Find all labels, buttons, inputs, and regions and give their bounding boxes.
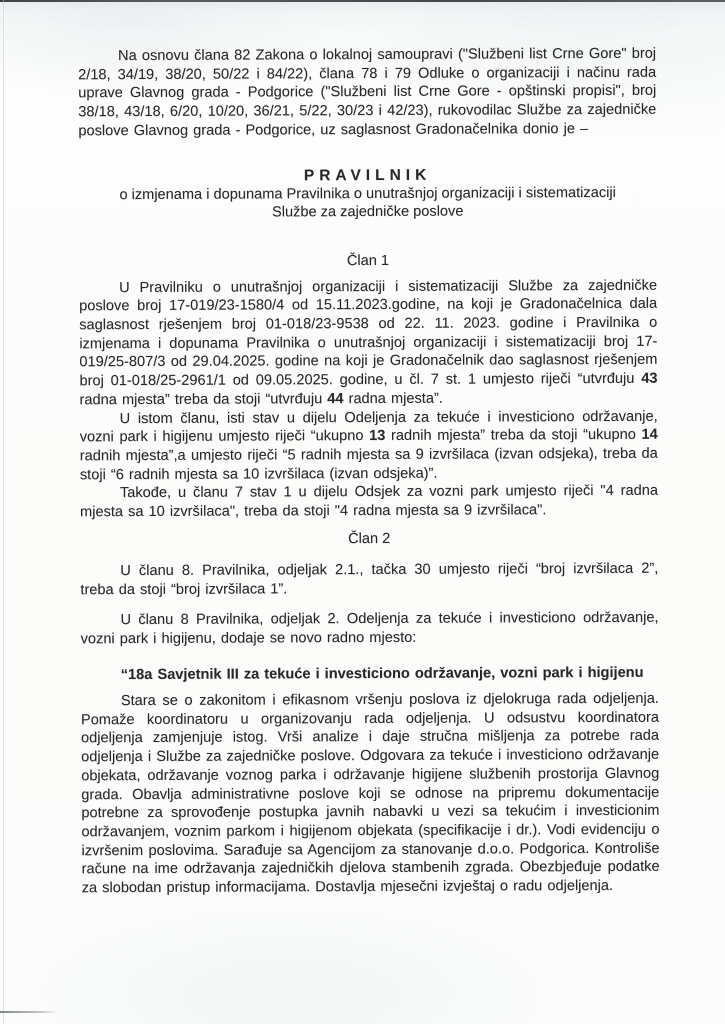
text-run: U članu 8 Pravilnika, odjeljak 2. Odeljenja za tekuće i investiciono održavanje, vozni park i higijenu, dodaje se novo radno mjesto: (80, 609, 659, 647)
text-run: radna mjesta” treba da stoji “utvrđuju (79, 391, 328, 409)
section-heading: Član 1 (346, 252, 390, 270)
text-run: radnih mjesta” treba da stoji “ukupno (385, 427, 642, 445)
document-title: PRAVILNIK (303, 166, 432, 184)
paragraph (80, 482, 658, 522)
paragraph (80, 560, 658, 600)
text-run: U Pravilniku o unutrašnjoj organizaciji i sistematizaciji Službe za zajedničke poslove broj 17-019/23-1580/4 od 15.11.2023.godine, na koji je Gradonačelnica dala saglasnost rješenjem broj 01-018/23-9538 od 22. 11. 2023. godine i Pravilnika o izmjenama i dopunama Pravilnika o unutrašnjoj organizaciji i sistematizaciji broj 17-019/25-807/3 od 29.04.2025. godine na koji je Gradonačelnik dao saglasnost rješenjem broj 01-018/25-2961/1 od 09.05.2025. godine, u čl. 7 st. 1 umjesto riječi “utvrđuju (79, 277, 658, 390)
text-run: Stara se o zakonitom i efikasnom vršenju poslova iz djelokruga rada odjeljenja. Pomaže koordinatoru u organizovanju rada odjeljenja. U odsustvu koordinatora odjeljenja zamjenjuje istog. Vrši analize i daje stručna mišljenja za potrebe rada odjeljenja i Službe za zajedničke poslove. Odgovara za tekuće i investiciono održavanje objekata, održavanje voznog parka i održavanje higijene službenih prostorija Glavnog grada. Obavlja administrativne poslove koji se odnose na pripremu dokumentacije potrebne za sprovođenje postupka javnih nabavki u vezi sa tekućim i investicionim održavanjem, voznim parkom i higijenom objekata (specifikacije i dr.). Vodi evidenciju o izvršenim poslovima. Sarađuje sa Agencijom za stanovanje d.o.o. Podgorica. Kontroliše račune na ime održavanja zajedničkih djelova stambenih zgrada. Obezbjeđuje podatke za slobodan pristup informacijama. Dostavlja mjesečni izvještaj o radu odjeljenja. (80, 690, 660, 897)
text-run: radnih mjesta”,a umjesto riječi “5 radnih mjesta sa 9 izvršilaca (izvan odsjeka), treba da stoji “6 radnih mjesta sa 10 izvršilaca (izvan odsjeka)”. (79, 445, 658, 483)
document-subtitle-line1: o izmjenama i dopunama Pravilnika o unutrašnjoj organizaciji i sistematizaciji (119, 184, 616, 203)
article-section (79, 251, 658, 522)
scan-artifact-line (0, 1011, 58, 1013)
text-run: radna mjesta”. (343, 390, 443, 407)
bold-text: 14 (641, 426, 658, 444)
document-content (78, 45, 660, 898)
paragraph (79, 276, 658, 409)
bold-text: 13 (369, 428, 386, 445)
paragraph (81, 690, 660, 898)
paragraph (80, 609, 658, 649)
text-run: U istom članu, isti stav u dijelu Odeljenja za tekuće i investiciono održavanje, vozni park i higijenu umjesto riječi “ukupno (79, 408, 658, 446)
intro-paragraph (78, 45, 656, 141)
section-heading: Član 2 (348, 530, 391, 547)
new-position-title (81, 664, 659, 685)
document-subtitle-line2: Službe za zajedničke poslove (271, 203, 464, 221)
text-run: U članu 8. Pravilnika, odjeljak 2.1., tačka 30 umjesto riječi “broj izvršilaca 2”, treba da stoji “broj izvršilaca 1”. (80, 561, 659, 599)
sections-container (79, 251, 660, 898)
scan-edge-left (3, 0, 4, 1024)
bold-text: 44 (327, 390, 344, 408)
article-section (80, 529, 660, 898)
paragraph (80, 407, 658, 484)
scan-edge-top (0, 0, 725, 2)
title-block (79, 164, 657, 223)
text-run: Na osnovu člana 82 Zakona o lokalnoj samoupravi ("Službeni list Crne Gore" broj 2/18, 34/19, 38/20, 50/22 i 84/22), člana 78 i 79 Odluke o organizaciji i načinu rada uprave Glavnog grada - Podgorice ("Službeni list Crne Gore - opštinski propisi", broj 38/18, 43/18, 6/20, 10/20, 36/21, 5/22, 30/23 i 42/23), rukovodilac Službe za zajedničke poslove Glavnog grada - Podgorice, uz saglasnost Gradonačelnika donio je – (78, 45, 657, 140)
bold-text: 43 (641, 370, 658, 387)
text-run: Takođe, u članu 7 stav 1 u dijelu Odsjek za vozni park umjesto riječi "4 radna mjesta sa 10 izvršilaca", treba da stoji "4 radna mjesta sa 9 izvršilaca". (79, 483, 658, 521)
text-run: “18a Savjetnik III za tekuće i investiciono održavanje, vozni park i higijenu (120, 665, 644, 684)
